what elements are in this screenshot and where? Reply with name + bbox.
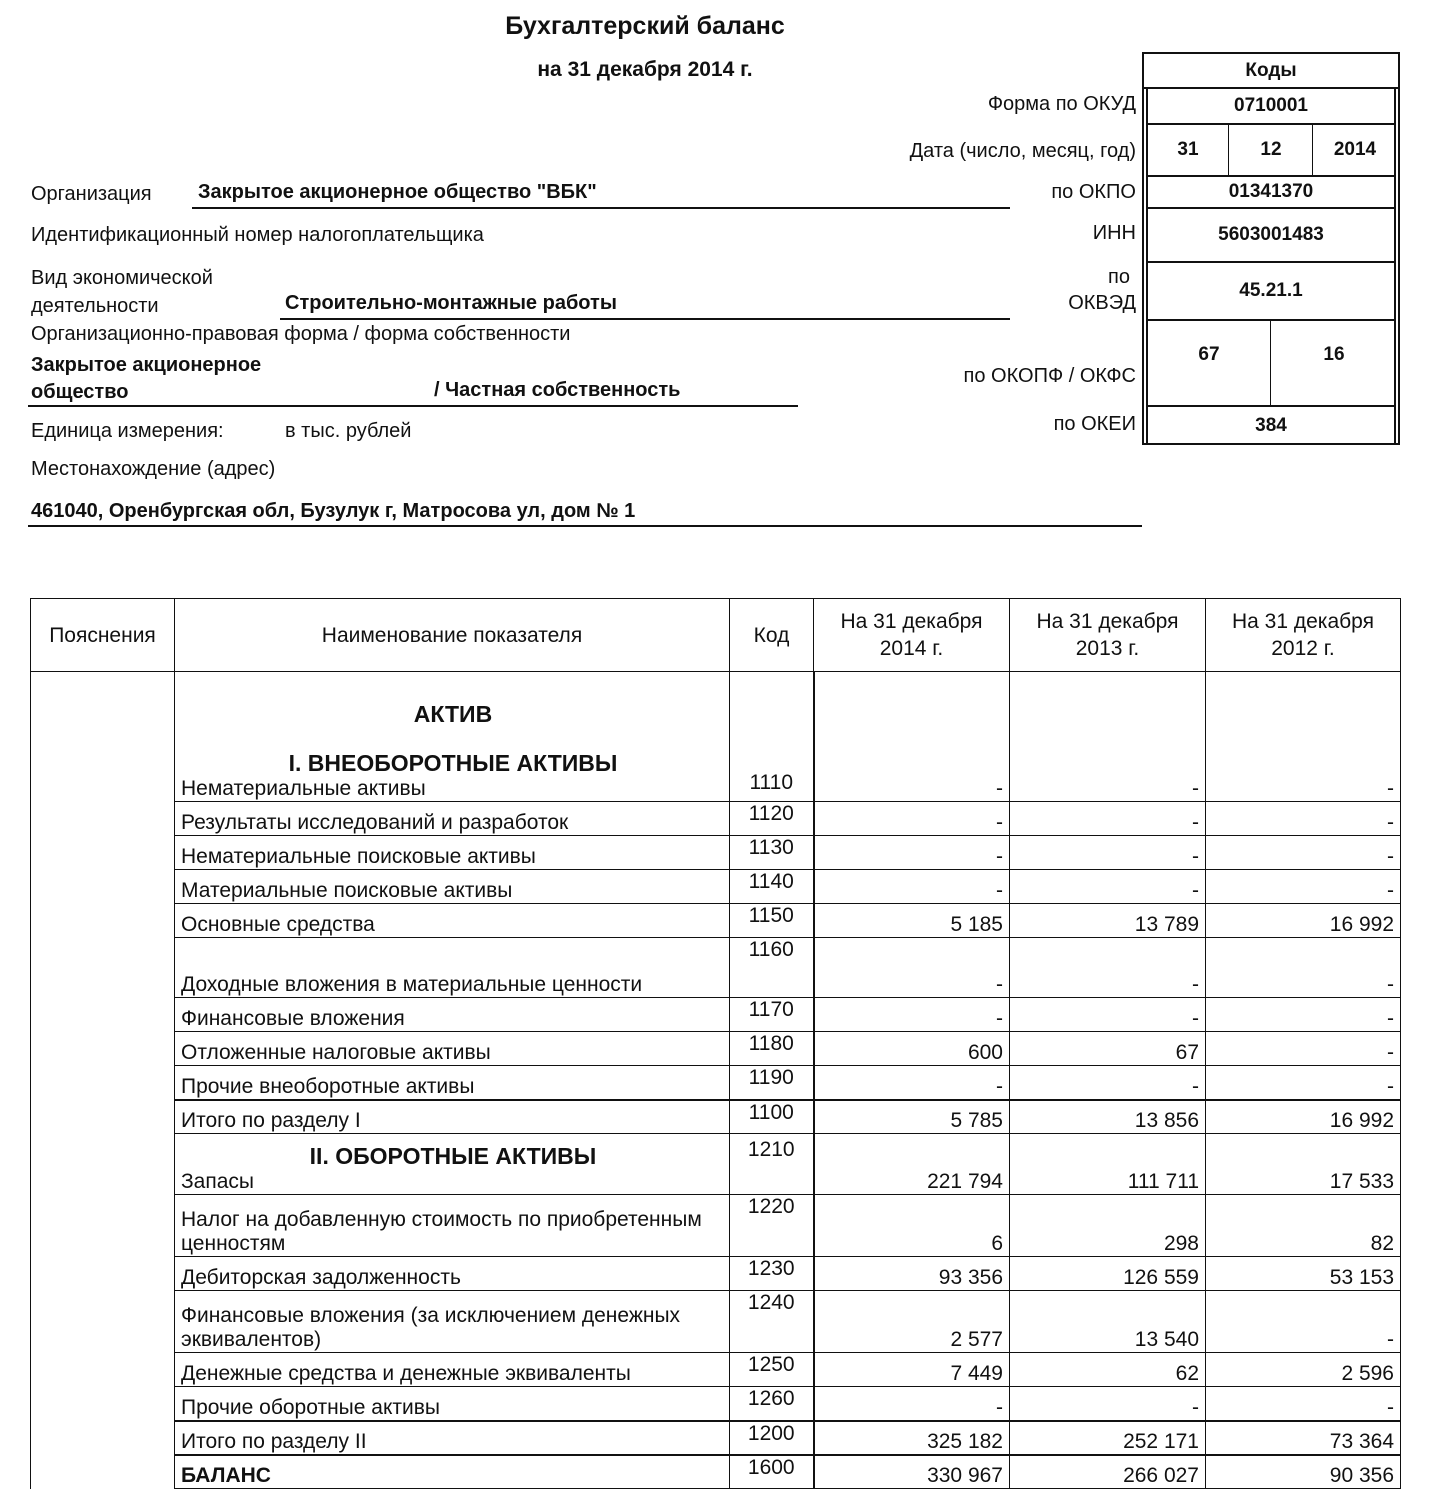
value-2014: - xyxy=(814,672,1010,802)
value-2012: - xyxy=(1206,1387,1401,1421)
value-2013: 126 559 xyxy=(1010,1257,1206,1291)
value-2012: 17 533 xyxy=(1206,1134,1401,1195)
row-name-text: БАЛАНС xyxy=(181,1464,271,1487)
row-name-text: Нематериальные активы xyxy=(181,777,426,800)
row-name-text: Материальные поисковые активы xyxy=(181,879,513,902)
table-row xyxy=(31,836,1401,870)
row-note xyxy=(31,1455,175,1489)
org-label: Организация xyxy=(31,183,152,205)
value-2012: 90 356 xyxy=(1206,1455,1401,1489)
row-note xyxy=(31,938,175,998)
value-2013: 111 711 xyxy=(1010,1134,1206,1195)
value-2012: - xyxy=(1206,802,1401,836)
row-code: 1120 xyxy=(730,802,814,836)
activity-label-line1: Вид экономической xyxy=(31,267,213,289)
value-2012: - xyxy=(1206,836,1401,870)
col-name-header: Наименование показателя xyxy=(175,599,730,672)
row-name xyxy=(175,1066,730,1100)
value-2014: 93 356 xyxy=(814,1257,1010,1291)
address-label: Местонахождение (адрес) xyxy=(31,458,276,480)
row-name xyxy=(175,1100,730,1134)
row-name xyxy=(175,938,730,998)
row-name-text: Финансовые вложения xyxy=(181,1007,405,1030)
row-name-text: Налог на добавленную стоимость по приобретенным ценностям xyxy=(181,1208,702,1255)
row-name-text: Отложенные налоговые активы xyxy=(181,1041,491,1064)
date-month: 12 xyxy=(1230,125,1313,175)
section-title: I. ВНЕОБОРОТНЫЕ АКТИВЫ xyxy=(288,750,618,776)
row-note xyxy=(31,1100,175,1134)
codes-heading: Коды xyxy=(1144,54,1398,89)
address-value: 461040, Оренбургская обл, Бузулук г, Матросова ул, дом № 1 xyxy=(31,500,636,522)
row-note xyxy=(31,1134,175,1195)
legal-form-line2: общество xyxy=(31,381,129,403)
okopf-value: 67 xyxy=(1148,321,1271,405)
activity-label-line2: деятельности xyxy=(31,295,159,317)
value-2013: - xyxy=(1010,802,1206,836)
value-2012: - xyxy=(1206,1032,1401,1066)
value-2013: 252 171 xyxy=(1010,1421,1206,1455)
col-2013-header: На 31 декабря 2013 г. xyxy=(1010,599,1206,672)
section-title: II. ОБОРОТНЫЕ АКТИВЫ xyxy=(309,1143,597,1169)
table-row xyxy=(31,1195,1401,1257)
row-note xyxy=(31,1032,175,1066)
row-note xyxy=(31,1257,175,1291)
activity-underline xyxy=(280,318,1010,320)
row-name xyxy=(175,836,730,870)
row-name xyxy=(175,1134,730,1195)
table-row xyxy=(31,1353,1401,1387)
row-code: 1160 xyxy=(730,938,814,998)
unit-label: Единица измерения: xyxy=(31,420,224,442)
value-2012: 16 992 xyxy=(1206,904,1401,938)
value-2013: 13 856 xyxy=(1010,1100,1206,1134)
value-2013: - xyxy=(1010,836,1206,870)
row-name xyxy=(175,672,730,802)
value-2012: - xyxy=(1206,672,1401,802)
row-note xyxy=(31,1291,175,1353)
value-2012: 73 364 xyxy=(1206,1421,1401,1455)
value-2014: 330 967 xyxy=(814,1455,1010,1489)
value-2014: 5 185 xyxy=(814,904,1010,938)
table-row xyxy=(31,1421,1401,1455)
value-2013: 62 xyxy=(1010,1353,1206,1387)
okpo-value: 01341370 xyxy=(1148,177,1394,209)
row-name xyxy=(175,1257,730,1291)
table-row xyxy=(31,870,1401,904)
row-code: 1240 xyxy=(730,1291,814,1353)
table-row xyxy=(31,1387,1401,1421)
row-name xyxy=(175,1387,730,1421)
okei-label: по ОКЕИ xyxy=(1053,413,1136,435)
row-code: 1230 xyxy=(730,1257,814,1291)
value-2013: 13 540 xyxy=(1010,1291,1206,1353)
row-code: 1170 xyxy=(730,998,814,1032)
row-note xyxy=(31,836,175,870)
value-2013: - xyxy=(1010,938,1206,998)
value-2012: - xyxy=(1206,1066,1401,1100)
row-code: 1600 xyxy=(730,1455,814,1489)
inn-value: 5603001483 xyxy=(1148,209,1394,263)
row-note xyxy=(31,1066,175,1100)
value-2013: - xyxy=(1010,1066,1206,1100)
row-code: 1200 xyxy=(730,1421,814,1455)
row-name xyxy=(175,998,730,1032)
value-2013: - xyxy=(1010,870,1206,904)
row-code: 1220 xyxy=(730,1195,814,1257)
codes-box xyxy=(1142,52,1400,445)
value-2012: 16 992 xyxy=(1206,1100,1401,1134)
table-row xyxy=(31,1134,1401,1195)
date-day: 31 xyxy=(1148,125,1229,175)
row-note xyxy=(31,1387,175,1421)
table-row xyxy=(31,938,1401,998)
value-2013: 298 xyxy=(1010,1195,1206,1257)
value-2013: - xyxy=(1010,672,1206,802)
table-row xyxy=(31,1066,1401,1100)
value-2014: 2 577 xyxy=(814,1291,1010,1353)
table-header-row xyxy=(31,599,1401,672)
okved-value: 45.21.1 xyxy=(1148,263,1394,321)
row-note xyxy=(31,1421,175,1455)
row-name-text: Результаты исследований и разработок xyxy=(181,811,569,834)
value-2013: - xyxy=(1010,998,1206,1032)
row-note xyxy=(31,802,175,836)
value-2014: 5 785 xyxy=(814,1100,1010,1134)
value-2014: - xyxy=(814,1066,1010,1100)
row-code: 1140 xyxy=(730,870,814,904)
value-2012: 82 xyxy=(1206,1195,1401,1257)
row-name xyxy=(175,802,730,836)
row-note xyxy=(31,1353,175,1387)
ownership-value: / Частная собственность xyxy=(434,379,681,401)
row-code: 1180 xyxy=(730,1032,814,1066)
table-row xyxy=(31,1257,1401,1291)
row-name-text: Прочие внеоборотные активы xyxy=(181,1074,475,1098)
value-2014: 221 794 xyxy=(814,1134,1010,1195)
row-note xyxy=(31,1195,175,1257)
value-2012: - xyxy=(1206,870,1401,904)
value-2014: - xyxy=(814,836,1010,870)
col-2014-header: На 31 декабря 2014 г. xyxy=(814,599,1010,672)
row-note xyxy=(31,672,175,802)
value-2013: - xyxy=(1010,1387,1206,1421)
legal-form-underline xyxy=(28,405,798,407)
row-name-text: Запасы xyxy=(181,1170,255,1193)
document-title: Бухгалтерский баланс xyxy=(505,12,785,40)
value-2014: - xyxy=(814,938,1010,998)
activity-value: Строительно-монтажные работы xyxy=(285,292,617,314)
row-code: 1110 xyxy=(730,672,814,802)
row-name xyxy=(175,1195,730,1257)
row-code: 1210 xyxy=(730,1134,814,1195)
row-name-text: Дебиторская задолженность xyxy=(181,1266,461,1289)
row-name xyxy=(175,1032,730,1066)
value-2012: 2 596 xyxy=(1206,1353,1401,1387)
col-code-header: Код xyxy=(730,599,814,672)
date-year: 2014 xyxy=(1333,139,1377,160)
value-2014: - xyxy=(814,1387,1010,1421)
row-note xyxy=(31,998,175,1032)
inn-full-label: Идентификационный номер налогоплательщика xyxy=(31,224,484,246)
table-row xyxy=(31,1032,1401,1066)
table-row xyxy=(31,998,1401,1032)
row-name-text: Основные средства xyxy=(181,913,375,936)
date-label: Дата (число, месяц, год) xyxy=(909,140,1136,162)
col-2012-header: На 31 декабря 2012 г. xyxy=(1206,599,1401,672)
row-code: 1100 xyxy=(730,1100,814,1134)
table-row xyxy=(31,802,1401,836)
row-name xyxy=(175,1455,730,1489)
okopf-row xyxy=(1148,321,1394,407)
value-2014: - xyxy=(814,998,1010,1032)
row-name-text: Нематериальные поисковые активы xyxy=(181,845,536,868)
value-2013: 266 027 xyxy=(1010,1455,1206,1489)
row-code: 1260 xyxy=(730,1387,814,1421)
row-name xyxy=(175,1421,730,1455)
row-name xyxy=(175,1353,730,1387)
okud-value: 0710001 xyxy=(1148,89,1394,125)
value-2014: 600 xyxy=(814,1032,1010,1066)
row-code: 1150 xyxy=(730,904,814,938)
row-name-text: Итого по разделу I xyxy=(181,1109,361,1132)
value-2012: - xyxy=(1206,998,1401,1032)
row-note xyxy=(31,904,175,938)
value-2014: 325 182 xyxy=(814,1421,1010,1455)
row-code: 1130 xyxy=(730,836,814,870)
table-row xyxy=(31,904,1401,938)
value-2014: - xyxy=(814,802,1010,836)
row-code: 1250 xyxy=(730,1353,814,1387)
okved-label-line1: по xyxy=(1108,266,1130,288)
okved-label-line2: ОКВЭД xyxy=(1068,292,1136,314)
table-row xyxy=(31,1455,1401,1489)
col-notes-header: Пояснения xyxy=(31,599,175,672)
value-2013: 13 789 xyxy=(1010,904,1206,938)
unit-value: в тыс. рублей xyxy=(285,420,412,442)
row-name-text: Доходные вложения в материальные ценности xyxy=(181,973,643,996)
okpo-label: по ОКПО xyxy=(1051,181,1136,203)
date-row xyxy=(1148,125,1394,177)
row-name xyxy=(175,904,730,938)
value-2014: - xyxy=(814,870,1010,904)
table-row xyxy=(31,1291,1401,1353)
okfs-value: 16 xyxy=(1323,344,1345,365)
row-name-text: Денежные средства и денежные эквиваленты xyxy=(181,1362,631,1385)
org-name: Закрытое акционерное общество "ВБК" xyxy=(198,181,597,203)
org-underline xyxy=(192,207,1010,209)
row-name-text: Итого по разделу II xyxy=(181,1429,367,1453)
row-code: 1190 xyxy=(730,1066,814,1100)
inn-label: ИНН xyxy=(1092,222,1136,244)
value-2012: - xyxy=(1206,938,1401,998)
row-name-text: Прочие оборотные активы xyxy=(181,1395,440,1419)
table-row xyxy=(31,1100,1401,1134)
row-name xyxy=(175,870,730,904)
value-2014: 7 449 xyxy=(814,1353,1010,1387)
legal-form-label: Организационно-правовая форма / форма собственности xyxy=(31,323,571,345)
okud-label: Форма по ОКУД xyxy=(987,93,1136,115)
value-2014: 6 xyxy=(814,1195,1010,1257)
row-name xyxy=(175,1291,730,1353)
okei-value: 384 xyxy=(1255,415,1287,436)
row-name-text: Финансовые вложения (за исключением денежных эквивалентов) xyxy=(181,1304,681,1351)
value-2013: 67 xyxy=(1010,1032,1206,1066)
address-underline xyxy=(28,525,1142,527)
value-2012: 53 153 xyxy=(1206,1257,1401,1291)
balance-table xyxy=(30,598,1401,1489)
row-note xyxy=(31,870,175,904)
legal-form-line1: Закрытое акционерное xyxy=(31,354,262,376)
value-2012: - xyxy=(1206,1291,1401,1353)
document-date: на 31 декабря 2014 г. xyxy=(537,58,753,81)
okopf-label: по ОКОПФ / ОКФС xyxy=(963,365,1136,387)
table-row xyxy=(31,672,1401,802)
aktiv-title: АКТИВ xyxy=(413,701,493,727)
